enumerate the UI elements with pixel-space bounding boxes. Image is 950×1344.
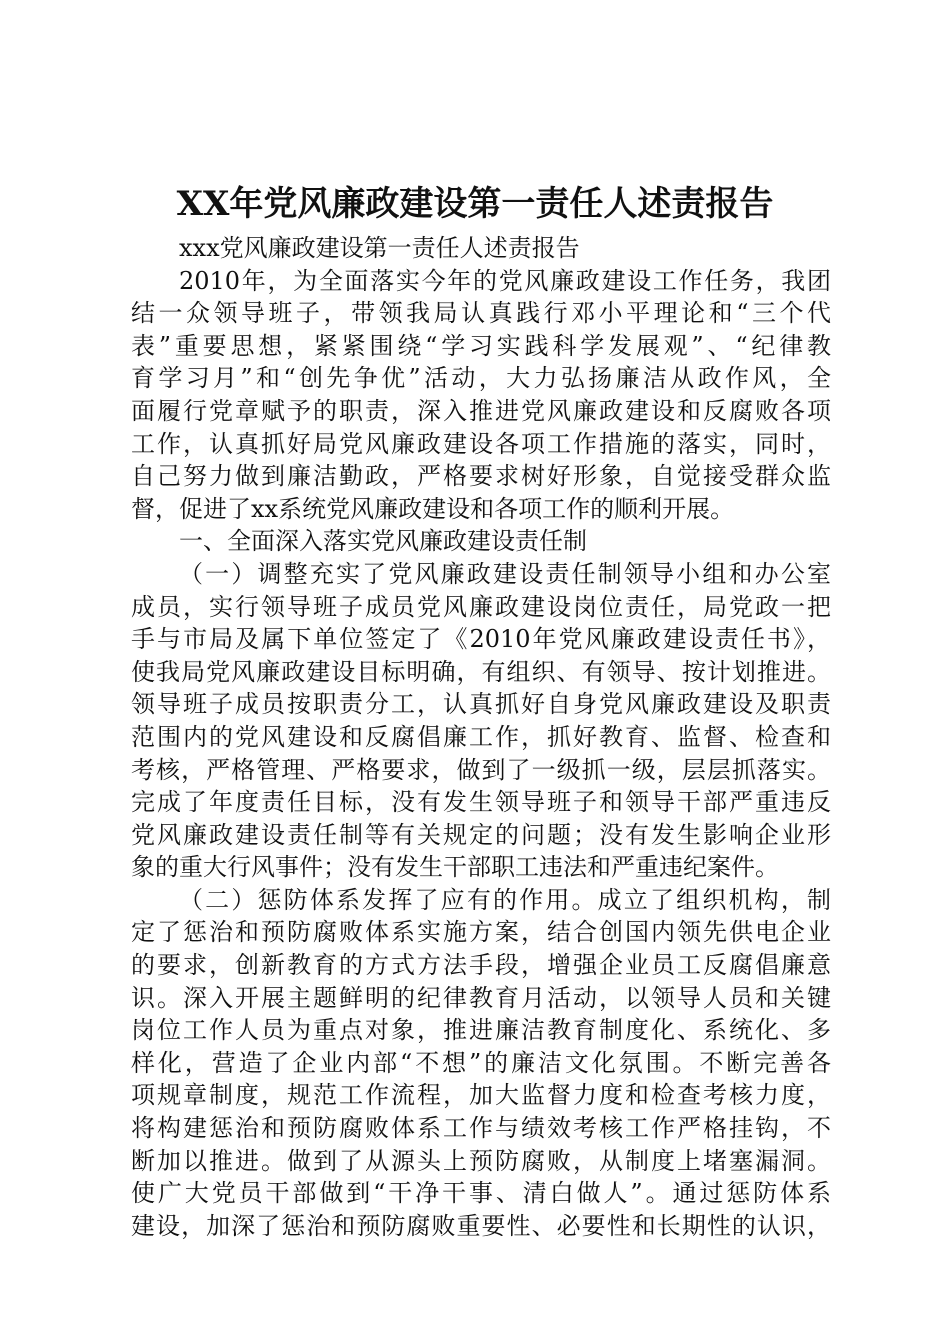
section-heading: 一、全面深入落实党风廉政建设责任制 [179,527,587,556]
paragraph-line: 范围内的党风建设和反腐倡廉工作，抓好教育、监督、检查和 [131,722,831,751]
paragraph-line: （二）惩防体系发挥了应有的作用。成立了组织机构，制 [179,885,831,914]
paragraph-line: 面履行党章赋予的职责，深入推进党风廉政建设和反腐败各项 [131,396,831,425]
paragraph-line: 象的重大行风事件；没有发生干部职工违法和严重违纪案件。 [131,853,779,882]
paragraph-line: 将构建惩治和预防腐败体系工作与绩效考核工作严格挂钩，不 [131,1114,831,1143]
subtitle-line: xxx党风廉政建设第一责任人述责报告 [179,234,580,262]
paragraph-line: 断加以推进。做到了从源头上预防腐败，从制度上堵塞漏洞。 [131,1146,831,1175]
paragraph-line: 成员，实行领导班子成员党风廉政建设岗位责任，局党政一把 [131,592,831,621]
paragraph-line: 工作，认真抓好局党风廉政建设各项工作措施的落实，同时， [131,429,831,458]
paragraph-line: 表”重要思想，紧紧围绕“学习实践科学发展观”、“纪律教 [131,331,831,360]
paragraph-line: 领导班子成员按职责分工，认真抓好自身党风廉政建设及职责 [131,690,831,719]
paragraph-line: 项规章制度，规范工作流程，加大监督力度和检查考核力度， [131,1081,831,1110]
paragraph-line: 督，促进了xx系统党风廉政建设和各项工作的顺利开展。 [131,494,735,523]
paragraph-line: 的要求，创新教育的方式方法手段，增强企业员工反腐倡廉意 [131,951,831,980]
paragraph-line: 定了惩治和预防腐败体系实施方案，结合创国内领先供电企业 [131,918,831,947]
paragraph-line: 育学习月”和“创先争优”活动，大力弘扬廉洁从政作风，全 [131,364,831,393]
paragraph-line: 使我局党风廉政建设目标明确，有组织、有领导、按计划推进。 [131,657,831,686]
paragraph-line: 手与市局及属下单位签定了《2010年党风廉政建设责任书》， [131,625,831,654]
paragraph-line: 考核，严格管理、严格要求，做到了一级抓一级，层层抓落实。 [131,755,831,784]
paragraph-line: 完成了年度责任目标，没有发生领导班子和领导干部严重违反 [131,788,831,817]
paragraph-line: 建设，加深了惩治和预防腐败重要性、必要性和长期性的认识， [131,1211,831,1240]
document-title: XX年党风廉政建设第一责任人述责报告 [176,184,774,224]
paragraph-line: 自己努力做到廉洁勤政，严格要求树好形象，自觉接受群众监 [131,462,831,491]
paragraph-line: 使广大党员干部做到“干净干事、清白做人”。通过惩防体系 [131,1179,831,1208]
paragraph-line: 岗位工作人员为重点对象，推进廉洁教育制度化、系统化、多 [131,1016,831,1045]
paragraph-line: 2010年，为全面落实今年的党风廉政建设工作任务，我团 [179,266,831,295]
paragraph-line: 识。深入开展主题鲜明的纪律教育月活动，以领导人员和关键 [131,983,831,1012]
paragraph-line: 样化，营造了企业内部“不想”的廉洁文化氛围。不断完善各 [131,1048,831,1077]
paragraph-line: 党风廉政建设责任制等有关规定的问题；没有发生影响企业形 [131,820,831,849]
paragraph-line: 结一众领导班子，带领我局认真践行邓小平理论和“三个代 [131,299,831,328]
paragraph-line: （一）调整充实了党风廉政建设责任制领导小组和办公室 [179,559,831,588]
document-body [131,232,831,1242]
